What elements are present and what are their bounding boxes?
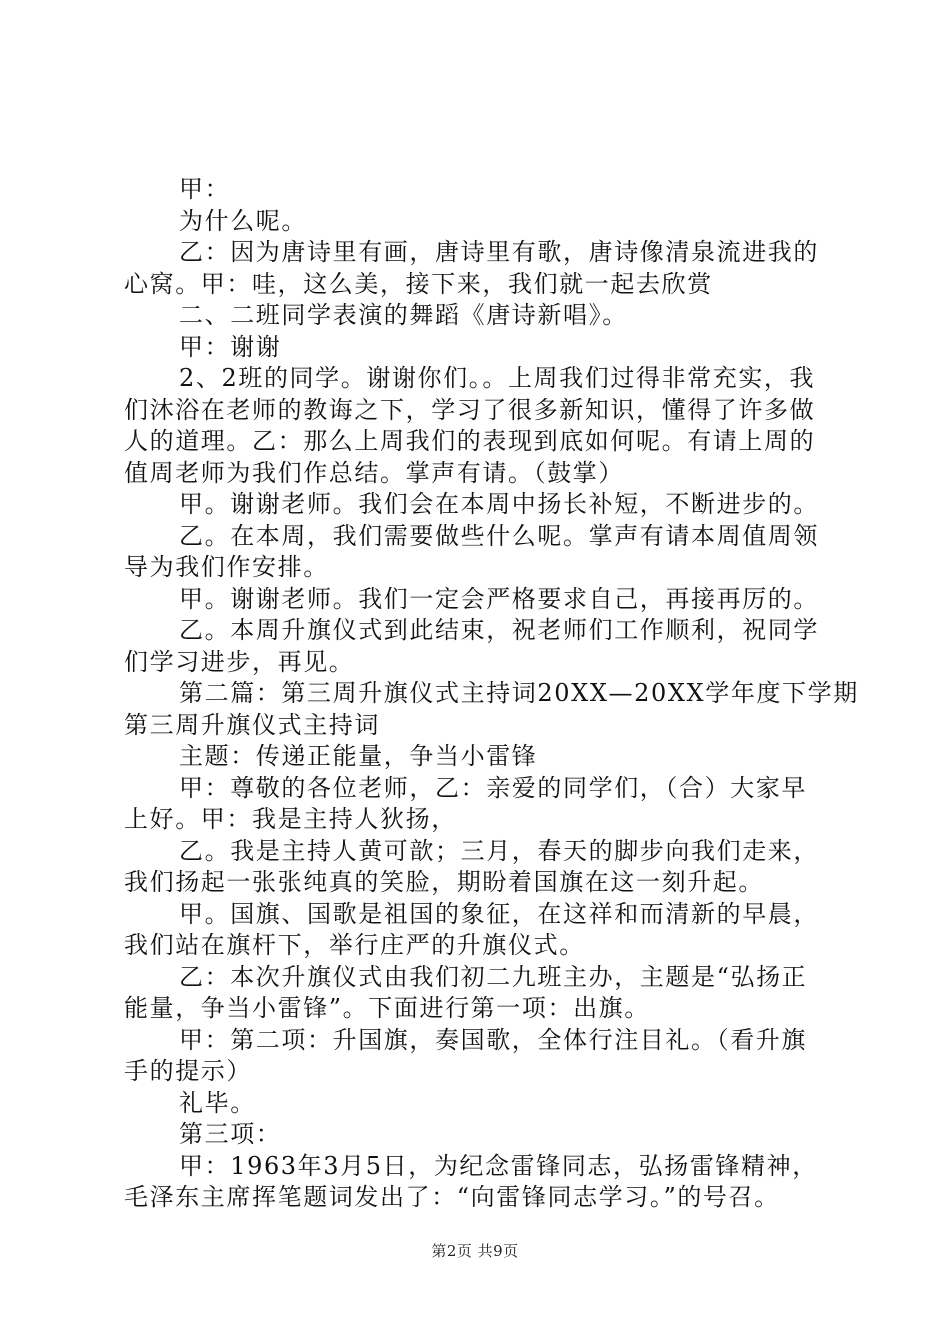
text-line: 二、二班同学表演的舞蹈《唐诗新唱》。 — [179, 301, 628, 329]
text-line: 第三周升旗仪式主持词 — [124, 710, 380, 739]
text-line: 甲。谢谢老师。我们会在本周中扬长补短，不断进步的。 — [179, 490, 819, 518]
text-line: 我们站在旗杆下，举行庄严的升旗仪式。 — [124, 931, 585, 959]
text-line: 2、2班的同学。谢谢你们。。上周我们过得非常充实，我 — [179, 364, 816, 392]
text-line: 值周老师为我们作总结。掌声有请。（鼓掌） — [124, 458, 624, 487]
text-line: 毛泽东主席挥笔题词发出了：“向雷锋同志学习。”的号召。 — [124, 1183, 780, 1211]
text-line: 乙。在本周，我们需要做些什么呢。掌声有请本周值周领 — [179, 521, 819, 550]
text-line: 导为我们作安排。 — [124, 553, 329, 581]
text-line: 乙。我是主持人黄可歆；三月，春天的脚步向我们走来， — [179, 836, 819, 865]
text-line: 第三项： — [179, 1120, 282, 1148]
text-line: 甲。谢谢老师。我们一定会严格要求自己，再接再厉的。 — [179, 584, 819, 613]
document-body — [124, 174, 859, 1214]
text-line: 乙：本次升旗仪式由我们初二九班主办，主题是“弘扬正 — [179, 962, 808, 991]
text-line: 能量，争当小雷锋”。下面进行第一项：出旗。 — [124, 994, 650, 1022]
page-footer — [0, 1240, 950, 1261]
text-line: 们沐浴在老师的教诲之下，学习了很多新知识，懂得了许多做 — [124, 395, 816, 424]
text-line: 主题：传递正能量，争当小雷锋 — [179, 742, 538, 770]
text-line: 们学习进步，再见。 — [124, 647, 355, 676]
text-line: 我们扬起一张张纯真的笑脸，期盼着国旗在这一刻升起。 — [124, 868, 764, 896]
text-line: 为什么呢。 — [179, 206, 307, 235]
text-line: 第二篇：第三周升旗仪式主持词20XX—20XX学年度下学期 — [179, 679, 859, 707]
text-line: 甲：谢谢 — [179, 332, 282, 361]
text-line: 甲：第二项：升国旗，奏国歌，全体行注目礼。（看升旗 — [179, 1025, 807, 1054]
text-line: 乙：因为唐诗里有画，唐诗里有歌，唐诗像清泉流进我的 — [179, 238, 819, 266]
text-line: 乙。本周升旗仪式到此结束，祝老师们工作顺利，祝同学 — [179, 616, 819, 644]
text-line: 甲：1963年3月5日，为纪念雷锋同志，弘扬雷锋精神， — [179, 1151, 818, 1180]
text-line: 甲： — [179, 175, 231, 203]
text-line: 甲。国旗、国歌是祖国的象征，在这祥和而清新的早晨， — [179, 899, 819, 928]
text-line: 心窝。甲：哇，这么美，接下来，我们就一起去欣赏 — [124, 269, 713, 298]
text-line: 上好。甲：我是主持人狄扬， — [124, 805, 457, 833]
text-line: 手的提示） — [124, 1057, 252, 1085]
text-line: 甲：尊敬的各位老师，乙：亲爱的同学们，（合）大家早 — [179, 773, 807, 802]
page-number-label: 第2页 共9页 — [431, 1242, 519, 1260]
text-line: 礼毕。 — [179, 1088, 256, 1117]
text-line: 人的道理。乙：那么上周我们的表现到底如何呢。有请上周的 — [124, 427, 816, 455]
